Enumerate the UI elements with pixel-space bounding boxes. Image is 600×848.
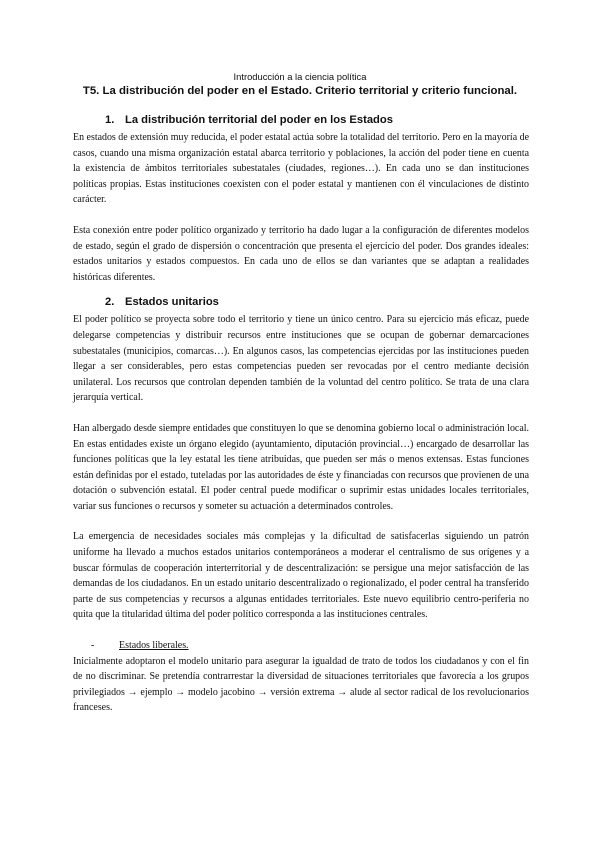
subsection-label: Estados liberales. bbox=[119, 640, 189, 652]
section-heading-1 bbox=[73, 113, 529, 128]
paragraph: Esta conexión entre poder político organizado y territorio ha dado lugar a la configuración de diferentes modelos de estado, según el grado de dispersión o concentración que presenta el ejercicio del poder. Dos grandes ideales: estados unitarios y estados compuestos. En cada uno de ellos se dan variantes que se adaptan a realidades históricas diferentes. bbox=[73, 224, 529, 283]
section-title: La distribución territorial del poder en los Estados bbox=[125, 114, 393, 126]
course-header: Introducción a la ciencia política bbox=[233, 71, 367, 82]
bullet-dash: - bbox=[91, 640, 95, 652]
section-heading-2 bbox=[73, 295, 529, 310]
paragraph: El poder político se proyecta sobre todo el territorio y tiene un único centro. Para su ejercicio más eficaz, puede delegarse competencias y distribuir recursos entre instituciones que se ocupan de gobernar demarcaciones subestatales (municipios, comarcas…). En algunos casos, las competencias ejercidas por las instituciones pueden llegar a ser considerables, pero estas competencias pueden ser revocadas por el centro mediante decisión unilateral. Los recursos que controlan dependen también de la voluntad del centro político. Se trata de una clara jerarquía vertical. bbox=[73, 314, 529, 404]
paragraph: Inicialmente adoptaron el modelo unitario para asegurar la igualdad de trato de todos los ciudadanos y con el fin de no discriminar. Se pretendía contrarrestar la diversidad de situaciones territoriales que favorecía a los grupos privilegiados → ejemplo → modelo jacobino → versión extrema → alude al sector radical de los revolucionarios franceses. bbox=[73, 655, 529, 714]
document-title: T5. La distribución del poder en el Estado. Criterio territorial y criterio funcional. bbox=[82, 85, 518, 97]
section-number: 1. bbox=[105, 114, 115, 126]
subsection-heading bbox=[73, 638, 529, 654]
paragraph: En estados de extensión muy reducida, el poder estatal actúa sobre la totalidad del territorio. Pero en la mayoría de casos, cuando una misma organización estatal abarca territorio y poblaciones, la acción del poder tiene en cuenta la existencia de ámbitos territoriales subestatales (ciudades, regiones…). En cada uno se dan instituciones políticas propias. Estas instituciones coexisten con el poder estatal y mantienen con él vinculaciones de distinto carácter. bbox=[73, 132, 529, 206]
section-number: 2. bbox=[105, 296, 115, 309]
section-title: Estados unitarios bbox=[125, 296, 219, 309]
paragraph: La emergencia de necesidades sociales más complejas y la dificultad de satisfacerlas siguiendo un patrón uniforme ha llevado a muchos estados unitarios contemporáneos a moderar el centralismo de sus orígenes y a buscar fórmulas de cooperación interterritorial y de descentralización: se persigue una mejor satisfacción de las demandas de los ciudadanos. En un estado unitario descentralizado o regionalizado, el poder central ha transferido parte de sus competencias y recursos a algunas entidades territoriales. Este nuevo equilibrio centro-periferia no quita que la titularidad última del poder político corresponda a las instituciones centrales. bbox=[73, 531, 529, 621]
paragraph: Han albergado desde siempre entidades que constituyen lo que se denomina gobierno local o administración local. En estas entidades existe un órgano elegido (ayuntamiento, diputación provincial…) encargado de desarrollar las funciones políticas que la ley estatal les tiene atribuidas, que pueden ser más o menos extensas. Estas funciones están definidas por el estado, tuteladas por las autoridades de éste y financiadas con recursos que provienen de una dotación o subvención estatal. El poder central puede modificar o suprimir estas unidades locales territoriales, variar sus funciones o recursos y someter su actuación a determinados controles. bbox=[73, 422, 529, 512]
document-body bbox=[73, 113, 529, 716]
